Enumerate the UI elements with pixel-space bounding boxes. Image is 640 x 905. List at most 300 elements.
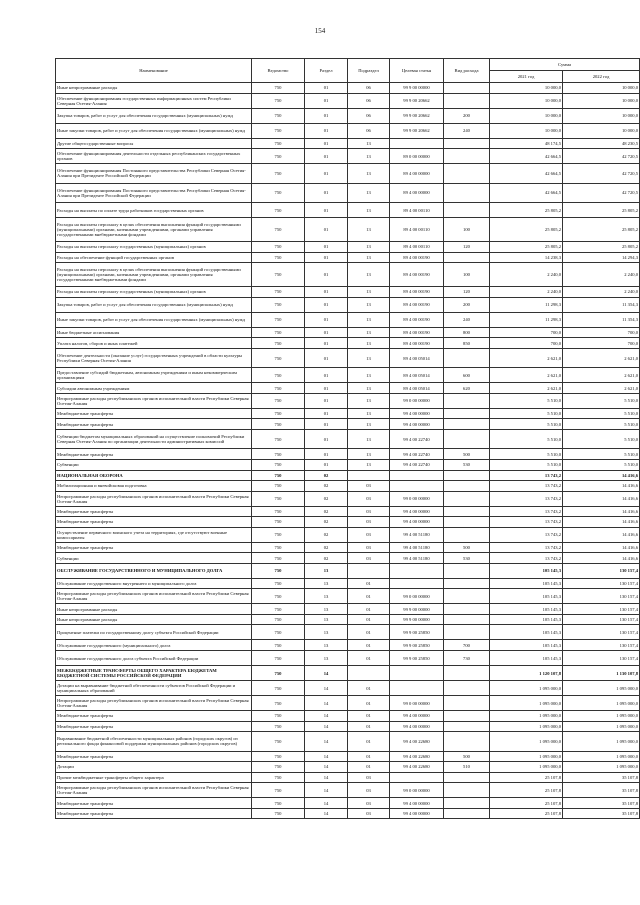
cell-target-item	[390, 772, 444, 783]
cell-expense-type: 620	[444, 383, 490, 394]
table-row	[56, 604, 640, 615]
table-row	[56, 798, 640, 809]
cell-name: Уплата налогов, сборов и иных платежей	[56, 338, 252, 349]
cell-department: 750	[252, 640, 305, 651]
cell-expense-type	[444, 491, 490, 506]
cell-section: 01	[305, 338, 348, 349]
cell-section: 02	[305, 527, 348, 542]
cell-name: Субвенции бюджетам муниципальных образований на осуществление полномочий Республики Северная Осетия-Алания по организации деятельности административных комиссий	[56, 429, 252, 449]
cell-target-item: 99 4 00 00000	[390, 419, 444, 430]
cell-sum-2021: 25 805,2	[490, 218, 563, 242]
table-row	[56, 491, 640, 506]
cell-target-item: 89 4 00 05014	[390, 383, 444, 394]
cell-subsection: 03	[348, 506, 390, 517]
cell-section: 01	[305, 252, 348, 263]
cell-sum-2021: 13 743,2	[490, 491, 563, 506]
table-row	[56, 696, 640, 711]
cell-name: Непрограммные расходы республиканских органов исполнительной власти Республики Северная Осетия-Алания	[56, 393, 252, 408]
cell-sum-2022: 11 354,3	[563, 297, 640, 312]
table-row	[56, 252, 640, 263]
cell-sum-2021: 700,0	[490, 338, 563, 349]
cell-sum-2022: 5 510,0	[563, 460, 640, 471]
cell-subsection: 03	[348, 491, 390, 506]
cell-subsection: 01	[348, 640, 390, 651]
cell-sum-2022: 1 095 000,0	[563, 711, 640, 722]
cell-section: 13	[305, 640, 348, 651]
cell-department: 750	[252, 625, 305, 640]
cell-subsection: 01	[348, 589, 390, 604]
cell-name: Обеспечение функционирования деятельности отдельных республиканских государственных органов	[56, 149, 252, 164]
cell-sum-2022: 42 720,5	[563, 164, 640, 184]
cell-name: Субсидии автономным учреждениям	[56, 383, 252, 394]
table-row	[56, 327, 640, 338]
cell-sum-2022: 14 416,6	[563, 481, 640, 492]
table-row	[56, 563, 640, 578]
cell-department: 750	[252, 470, 305, 481]
cell-sum-2022: 5 510,0	[563, 393, 640, 408]
cell-subsection: 13	[348, 164, 390, 184]
cell-sum-2021: 1 095 000,0	[490, 732, 563, 752]
cell-sum-2022: 10 000,0	[563, 123, 640, 138]
cell-expense-type: 100	[444, 263, 490, 287]
cell-expense-type	[444, 252, 490, 263]
cell-section: 14	[305, 751, 348, 762]
cell-section: 01	[305, 123, 348, 138]
cell-sum-2022: 42 720,5	[563, 149, 640, 164]
cell-target-item: 89 4 00 00110	[390, 203, 444, 218]
cell-department: 750	[252, 808, 305, 819]
cell-name: Непрограммные расходы республиканских органов исполнительной власти Республики Северная Осетия-Алания	[56, 589, 252, 604]
cell-expense-type	[444, 138, 490, 149]
cell-sum-2022: 10 000,0	[563, 108, 640, 123]
cell-sum-2022: 10 000,0	[563, 93, 640, 108]
table-row	[56, 506, 640, 517]
cell-target-item	[390, 138, 444, 149]
cell-subsection: 01	[348, 751, 390, 762]
cell-expense-type	[444, 429, 490, 449]
table-row	[56, 242, 640, 253]
cell-name: Субвенции	[56, 460, 252, 471]
header-expense-type: Вид расхода	[444, 59, 490, 83]
cell-name: Другие общегосударственные вопросы	[56, 138, 252, 149]
cell-section: 01	[305, 419, 348, 430]
cell-target-item: 99 4 00 51180	[390, 527, 444, 542]
cell-expense-type	[444, 614, 490, 625]
table-row	[56, 449, 640, 460]
table-row	[56, 348, 640, 368]
cell-expense-type	[444, 348, 490, 368]
cell-name: Иные бюджетные ассигнования	[56, 327, 252, 338]
cell-name: Межбюджетные трансферты	[56, 721, 252, 732]
cell-section: 02	[305, 517, 348, 528]
cell-name: Субвенции	[56, 553, 252, 564]
cell-department: 750	[252, 108, 305, 123]
header-subsection: Подраздел	[348, 59, 390, 83]
cell-target-item: 99 9 00 20662	[390, 108, 444, 123]
cell-sum-2022: 11 354,3	[563, 312, 640, 327]
cell-name: Межбюджетные трансферты	[56, 419, 252, 430]
table-row	[56, 589, 640, 604]
cell-department: 750	[252, 491, 305, 506]
cell-sum-2021: 105 145,3	[490, 625, 563, 640]
cell-department: 750	[252, 348, 305, 368]
cell-sum-2022: 1 095 000,0	[563, 681, 640, 696]
cell-sum-2022: 700,0	[563, 327, 640, 338]
cell-sum-2022: 14 416,6	[563, 491, 640, 506]
cell-sum-2022: 130 157,4	[563, 589, 640, 604]
cell-department: 750	[252, 732, 305, 752]
cell-target-item: 89 4 00 00190	[390, 338, 444, 349]
cell-section: 01	[305, 263, 348, 287]
cell-sum-2021: 1 095 000,0	[490, 751, 563, 762]
cell-sum-2022: 1 095 000,0	[563, 721, 640, 732]
table-row	[56, 408, 640, 419]
cell-target-item: 99 4 00 22740	[390, 460, 444, 471]
table-row	[56, 651, 640, 666]
cell-sum-2021: 2 621,0	[490, 348, 563, 368]
cell-subsection: 13	[348, 252, 390, 263]
cell-sum-2021: 11 298,3	[490, 312, 563, 327]
cell-department: 750	[252, 123, 305, 138]
table-row	[56, 681, 640, 696]
cell-section: 13	[305, 651, 348, 666]
cell-sum-2022: 130 157,4	[563, 640, 640, 651]
cell-target-item: 89 4 00 00190	[390, 263, 444, 287]
cell-sum-2021: 10 000,0	[490, 108, 563, 123]
cell-expense-type	[444, 732, 490, 752]
cell-target-item: 99 4 00 22740	[390, 449, 444, 460]
cell-expense-type	[444, 203, 490, 218]
cell-department: 750	[252, 527, 305, 542]
cell-name: Закупка товаров, работ и услуг для обеспечения государственных (муниципальных) нужд	[56, 108, 252, 123]
cell-target-item: 89 0 00 00000	[390, 149, 444, 164]
cell-expense-type: 100	[444, 218, 490, 242]
cell-department: 750	[252, 783, 305, 798]
cell-sum-2021: 25 107,8	[490, 798, 563, 809]
cell-subsection: 03	[348, 783, 390, 798]
cell-section: 13	[305, 614, 348, 625]
cell-section: 01	[305, 383, 348, 394]
cell-subsection: 01	[348, 625, 390, 640]
cell-target-item: 99 9 00 25850	[390, 625, 444, 640]
table-row	[56, 762, 640, 773]
header-section: Раздел	[305, 59, 348, 83]
cell-sum-2021: 1 095 000,0	[490, 721, 563, 732]
cell-subsection: 01	[348, 604, 390, 615]
cell-section: 13	[305, 589, 348, 604]
cell-sum-2021: 5 510,0	[490, 393, 563, 408]
cell-target-item: 89 4 00 00190	[390, 287, 444, 298]
cell-name: Непрограммные расходы республиканских органов исполнительной власти Республики Северная Осетия-Алания	[56, 696, 252, 711]
cell-name: Иные непрограммные расходы	[56, 83, 252, 94]
cell-sum-2022: 35 107,8	[563, 808, 640, 819]
cell-expense-type	[444, 563, 490, 578]
cell-section: 01	[305, 108, 348, 123]
cell-sum-2021: 105 145,3	[490, 604, 563, 615]
cell-sum-2021: 11 298,3	[490, 297, 563, 312]
cell-department: 750	[252, 614, 305, 625]
cell-section: 02	[305, 470, 348, 481]
cell-department: 750	[252, 138, 305, 149]
cell-sum-2021: 1 095 000,0	[490, 711, 563, 722]
cell-sum-2021: 14 238,3	[490, 252, 563, 263]
cell-department: 750	[252, 419, 305, 430]
cell-subsection: 13	[348, 203, 390, 218]
cell-section: 01	[305, 368, 348, 383]
cell-sum-2021: 5 510,0	[490, 460, 563, 471]
cell-expense-type: 850	[444, 338, 490, 349]
cell-department: 750	[252, 218, 305, 242]
cell-subsection: 13	[348, 408, 390, 419]
cell-expense-type	[444, 83, 490, 94]
cell-section: 02	[305, 553, 348, 564]
cell-sum-2022: 25 805,2	[563, 203, 640, 218]
cell-sum-2022: 130 157,4	[563, 625, 640, 640]
cell-sum-2021: 1 095 000,0	[490, 762, 563, 773]
table-row	[56, 470, 640, 481]
cell-expense-type	[444, 681, 490, 696]
cell-name: ОБСЛУЖИВАНИЕ ГОСУДАРСТВЕННОГО И МУНИЦИПАЛЬНОГО ДОЛГА	[56, 563, 252, 578]
cell-expense-type	[444, 808, 490, 819]
cell-sum-2022: 5 510,0	[563, 408, 640, 419]
cell-name: Иные закупки товаров, работ и услуг для обеспечения государственных (муниципальных) нужд	[56, 312, 252, 327]
cell-name: Мобилизационная и вневойсковая подготовка	[56, 481, 252, 492]
cell-sum-2022: 14 416,6	[563, 517, 640, 528]
cell-department: 750	[252, 651, 305, 666]
cell-target-item: 89 4 00 00190	[390, 312, 444, 327]
cell-name: Межбюджетные трансферты	[56, 711, 252, 722]
cell-sum-2021: 5 510,0	[490, 408, 563, 419]
table-row	[56, 123, 640, 138]
cell-name: Обслуживание государственного внутреннего и муниципального долга	[56, 578, 252, 589]
cell-expense-type	[444, 696, 490, 711]
cell-sum-2021: 25 107,8	[490, 808, 563, 819]
cell-department: 750	[252, 83, 305, 94]
cell-sum-2022: 700,0	[563, 338, 640, 349]
cell-target-item: 99 4 00 00000	[390, 517, 444, 528]
table-row	[56, 751, 640, 762]
cell-subsection	[348, 470, 390, 481]
cell-target-item: 99 4 00 22740	[390, 429, 444, 449]
cell-section: 01	[305, 460, 348, 471]
cell-section: 01	[305, 312, 348, 327]
cell-section: 02	[305, 506, 348, 517]
cell-name: Межбюджетные трансферты	[56, 798, 252, 809]
cell-target-item: 89 4 00 05014	[390, 368, 444, 383]
cell-subsection: 01	[348, 732, 390, 752]
cell-sum-2021: 105 145,3	[490, 640, 563, 651]
cell-expense-type	[444, 798, 490, 809]
cell-expense-type	[444, 527, 490, 542]
cell-sum-2022: 130 157,4	[563, 614, 640, 625]
cell-target-item: 89 4 00 00190	[390, 252, 444, 263]
cell-subsection: 03	[348, 772, 390, 783]
cell-name: Обеспечение функционирования государственных информационных систем Республики Северная Осетия-Алания	[56, 93, 252, 108]
cell-expense-type	[444, 419, 490, 430]
cell-subsection: 01	[348, 614, 390, 625]
table-row	[56, 429, 640, 449]
cell-name: Иные закупки товаров, работ и услуг для обеспечения государственных (муниципальных) нужд	[56, 123, 252, 138]
cell-expense-type	[444, 481, 490, 492]
cell-target-item: 99 0 00 00000	[390, 783, 444, 798]
header-year-2022: 2022 год	[563, 71, 640, 83]
cell-target-item: 99 9 00 00000	[390, 83, 444, 94]
cell-name: Непрограммные расходы республиканских органов исполнительной власти Республики Северная Осетия-Алания	[56, 783, 252, 798]
cell-sum-2021: 25 107,8	[490, 772, 563, 783]
cell-subsection: 03	[348, 517, 390, 528]
cell-section: 01	[305, 164, 348, 184]
header-name: Наименование	[56, 59, 252, 83]
cell-sum-2021: 10 000,0	[490, 123, 563, 138]
cell-subsection: 13	[348, 242, 390, 253]
cell-subsection: 01	[348, 721, 390, 732]
cell-name: Обеспечение функционирования Постоянного представительства Республики Северная Осетия-Алания при Президенте Российской Федерации	[56, 183, 252, 203]
cell-name: Процентные платежи по государственному долгу субъекта Российской Федерации	[56, 625, 252, 640]
cell-target-item: 99 4 00 00000	[390, 798, 444, 809]
cell-department: 750	[252, 327, 305, 338]
cell-sum-2021: 105 145,3	[490, 614, 563, 625]
cell-expense-type	[444, 517, 490, 528]
table-row	[56, 666, 640, 681]
cell-sum-2022: 14 416,6	[563, 553, 640, 564]
cell-sum-2021: 13 743,2	[490, 542, 563, 553]
cell-target-item	[390, 666, 444, 681]
cell-name: Расходы на выплаты персоналу государственных (муниципальных) органов	[56, 287, 252, 298]
cell-sum-2021: 10 000,0	[490, 83, 563, 94]
cell-sum-2022: 25 805,2	[563, 218, 640, 242]
cell-sum-2021: 105 145,3	[490, 589, 563, 604]
cell-expense-type	[444, 578, 490, 589]
cell-target-item: 99 9 00 25850	[390, 651, 444, 666]
cell-section: 01	[305, 203, 348, 218]
cell-target-item: 89 4 00 00190	[390, 297, 444, 312]
cell-department: 750	[252, 449, 305, 460]
cell-expense-type: 120	[444, 287, 490, 298]
cell-target-item: 99 9 00 25850	[390, 640, 444, 651]
cell-sum-2022: 130 157,4	[563, 651, 640, 666]
cell-name: Межбюджетные трансферты	[56, 751, 252, 762]
cell-department: 750	[252, 460, 305, 471]
cell-department: 750	[252, 798, 305, 809]
cell-subsection: 01	[348, 762, 390, 773]
cell-sum-2021: 10 000,0	[490, 93, 563, 108]
cell-section: 02	[305, 491, 348, 506]
cell-department: 750	[252, 252, 305, 263]
cell-target-item: 89 4 00 00110	[390, 218, 444, 242]
cell-sum-2022: 1 095 000,0	[563, 732, 640, 752]
table-row	[56, 783, 640, 798]
cell-section: 14	[305, 696, 348, 711]
cell-sum-2022: 42 720,5	[563, 183, 640, 203]
cell-name: Предоставление субсидий бюджетным, автономным учреждениям и иным некоммерческим организациям	[56, 368, 252, 383]
table-row	[56, 808, 640, 819]
cell-name: Непрограммные расходы республиканских органов исполнительной власти Республики Северная Осетия-Алания	[56, 491, 252, 506]
cell-expense-type: 200	[444, 108, 490, 123]
cell-subsection: 01	[348, 651, 390, 666]
table-row	[56, 368, 640, 383]
cell-expense-type	[444, 625, 490, 640]
cell-expense-type	[444, 666, 490, 681]
cell-expense-type: 730	[444, 651, 490, 666]
cell-subsection: 13	[348, 383, 390, 394]
cell-expense-type: 120	[444, 242, 490, 253]
cell-department: 750	[252, 263, 305, 287]
cell-expense-type	[444, 93, 490, 108]
cell-expense-type: 530	[444, 553, 490, 564]
cell-expense-type: 240	[444, 123, 490, 138]
cell-department: 750	[252, 772, 305, 783]
cell-sum-2022: 130 157,4	[563, 563, 640, 578]
cell-sum-2022: 2 621,0	[563, 383, 640, 394]
table-row	[56, 218, 640, 242]
cell-expense-type	[444, 183, 490, 203]
cell-subsection: 01	[348, 696, 390, 711]
table-row	[56, 93, 640, 108]
cell-target-item: 99 4 00 22680	[390, 751, 444, 762]
cell-expense-type	[444, 164, 490, 184]
cell-section: 01	[305, 242, 348, 253]
cell-section: 02	[305, 481, 348, 492]
cell-name: Закупка товаров, работ и услуг для обеспечения государственных (муниципальных) нужд	[56, 297, 252, 312]
cell-subsection: 13	[348, 368, 390, 383]
cell-department: 750	[252, 721, 305, 732]
cell-target-item: 89 4 00 00190	[390, 327, 444, 338]
cell-subsection: 01	[348, 681, 390, 696]
cell-name: Иные непрограммные расходы	[56, 614, 252, 625]
cell-subsection: 13	[348, 429, 390, 449]
cell-sum-2021: 105 145,3	[490, 563, 563, 578]
cell-sum-2021: 42 664,5	[490, 149, 563, 164]
cell-sum-2022: 14 416,6	[563, 470, 640, 481]
cell-subsection: 03	[348, 542, 390, 553]
cell-subsection: 03	[348, 481, 390, 492]
cell-subsection: 03	[348, 553, 390, 564]
cell-sum-2022: 2 240,0	[563, 263, 640, 287]
cell-department: 750	[252, 368, 305, 383]
cell-sum-2021: 25 805,2	[490, 203, 563, 218]
cell-sum-2022: 130 157,4	[563, 578, 640, 589]
cell-expense-type	[444, 506, 490, 517]
cell-name: Межбюджетные трансферты	[56, 408, 252, 419]
cell-sum-2021: 1 095 000,0	[490, 681, 563, 696]
cell-subsection: 13	[348, 263, 390, 287]
table-row	[56, 287, 640, 298]
cell-subsection: 13	[348, 183, 390, 203]
cell-sum-2021: 105 145,3	[490, 578, 563, 589]
cell-section: 14	[305, 721, 348, 732]
cell-name: Обслуживание государственного (муниципального) долга	[56, 640, 252, 651]
table-row	[56, 383, 640, 394]
cell-expense-type	[444, 408, 490, 419]
cell-sum-2021: 13 743,2	[490, 553, 563, 564]
cell-target-item: 99 0 00 00000	[390, 393, 444, 408]
cell-expense-type: 530	[444, 460, 490, 471]
cell-subsection: 06	[348, 108, 390, 123]
cell-target-item: 89 4 00 00110	[390, 242, 444, 253]
cell-expense-type: 500	[444, 751, 490, 762]
cell-sum-2021: 13 743,2	[490, 506, 563, 517]
cell-subsection: 13	[348, 327, 390, 338]
cell-department: 750	[252, 164, 305, 184]
cell-target-item: 89 4 00 00000	[390, 164, 444, 184]
cell-department: 750	[252, 604, 305, 615]
cell-section: 01	[305, 408, 348, 419]
cell-sum-2022: 14 294,3	[563, 252, 640, 263]
cell-subsection	[348, 666, 390, 681]
header-department: Ведомство	[252, 59, 305, 83]
cell-department: 750	[252, 553, 305, 564]
cell-subsection: 03	[348, 527, 390, 542]
